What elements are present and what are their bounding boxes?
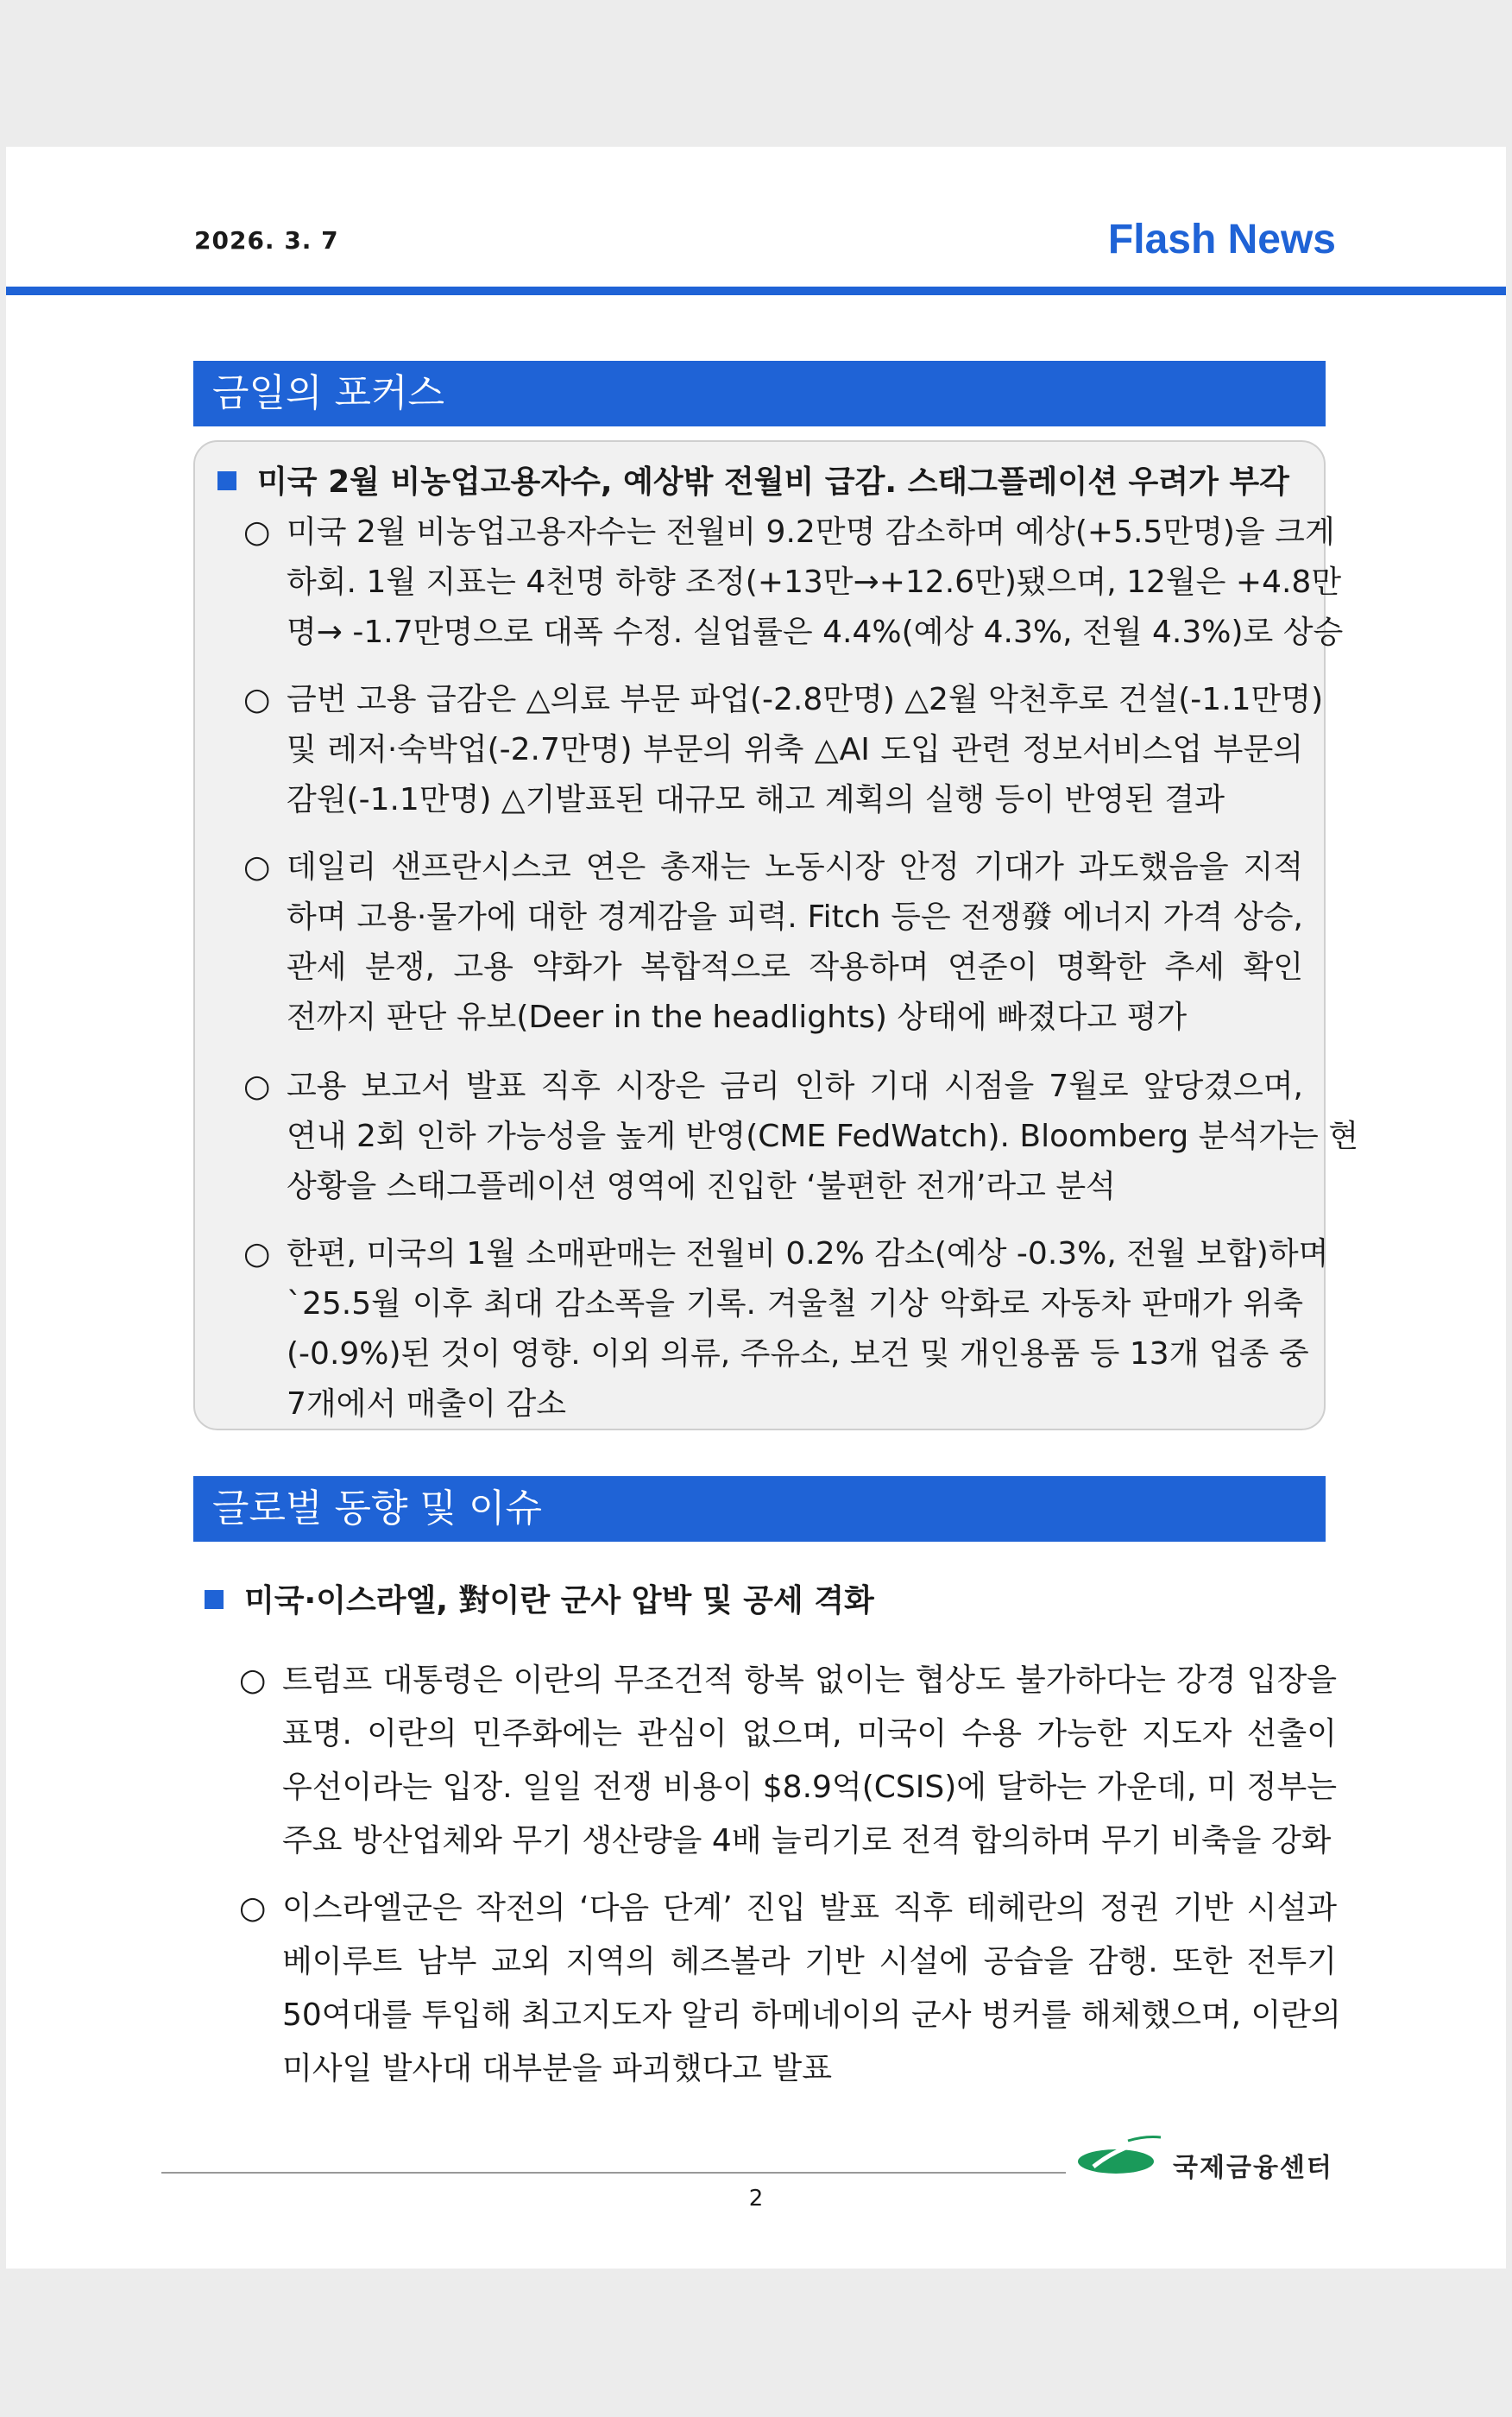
global-item-2-line: 이스라엘군은 작전의 ‘다음 단계’ 진입 발표 직후 테헤란의 정권 기반 시설과 bbox=[282, 1890, 1337, 1926]
focus-item-2-line: 감원(-1.1만명) △기발표된 대규모 해고 계획의 실행 등이 반영된 결과 bbox=[287, 782, 1225, 817]
focus-item-5-line: (-0.9%)된 것이 영향. 이외 의류, 주유소, 보건 및 개인용품 등 13개 업종 중 bbox=[287, 1336, 1309, 1372]
focus-item-3-line: 데일리 샌프란시스코 연은 총재는 노동시장 안정 기대가 과도했음을 지적 bbox=[287, 849, 1303, 885]
focus-item-3-line: 전까지 판단 유보(Deer in the headlights) 상태에 빠졌다고 평가 bbox=[287, 1000, 1188, 1035]
focus-headline-text: 미국 2월 비농업고용자수, 예상밖 전월비 급감. 스태그플레이션 우려가 부각 bbox=[257, 464, 1289, 500]
focus-box bbox=[193, 440, 1358, 1430]
circle-bullet-icon: ○ bbox=[243, 514, 271, 550]
document-page bbox=[6, 147, 1506, 2269]
global-item-1-line: 트럼프 대통령은 이란의 무조건적 항복 없이는 협상도 불가하다는 강경 입장을 bbox=[282, 1663, 1337, 1698]
circle-bullet-icon: ○ bbox=[239, 1890, 267, 1926]
header-divider bbox=[6, 287, 1506, 295]
circle-bullet-icon: ○ bbox=[243, 849, 271, 885]
focus-item-5-line: `25.5월 이후 최대 감소폭을 기록. 겨울철 기상 악화로 자동차 판매가 위축 bbox=[287, 1286, 1303, 1322]
circle-bullet-icon: ○ bbox=[243, 1236, 271, 1272]
report-title: Flash News bbox=[1107, 217, 1336, 262]
circle-bullet-icon: ○ bbox=[239, 1663, 267, 1698]
kcif-logo-icon bbox=[1076, 2134, 1162, 2177]
square-bullet-icon bbox=[205, 1590, 224, 1609]
section-title-focus: 금일의 포커스 bbox=[193, 361, 1326, 426]
focus-item-4-line: 연내 2회 인하 가능성을 높게 반영(CME FedWatch). Bloomberg 분석가는 현 bbox=[287, 1119, 1358, 1154]
global-item-1 bbox=[239, 1654, 1337, 1868]
global-item-2-line: 미사일 발사대 대부분을 파괴했다고 발표 bbox=[282, 2051, 832, 2086]
focus-item-5-line: 한편, 미국의 1월 소매판매는 전월비 0.2% 감소(예상 -0.3%, 전월 보합)하며 bbox=[287, 1236, 1329, 1272]
focus-item-4 bbox=[243, 1062, 1358, 1212]
focus-item-1-line: 명→ -1.7만명으로 대폭 수정. 실업률은 4.4%(예상 4.3%, 전월 4.3%)로 상승 bbox=[287, 615, 1344, 650]
org-name: 국제금융센터 bbox=[1173, 2153, 1333, 2183]
circle-bullet-icon: ○ bbox=[243, 682, 271, 717]
global-item-1-line: 주요 방산업체와 무기 생산량을 4배 늘리기로 전격 합의하며 무기 비축을 강화 bbox=[282, 1823, 1332, 1859]
page-number: 2 bbox=[748, 2186, 764, 2212]
global-item-1-line: 표명. 이란의 민주화에는 관심이 없으며, 미국이 수용 가능한 지도자 선출이 bbox=[282, 1716, 1337, 1751]
focus-item-4-line: 고용 보고서 발표 직후 시장은 금리 인하 기대 시점을 7월로 앞당겼으며, bbox=[287, 1069, 1303, 1104]
focus-item-1-line: 하회. 1월 지표는 4천명 하향 조정(+13만→+12.6만)됐으며, 12월은 +4.8만 bbox=[287, 565, 1342, 600]
circle-bullet-icon: ○ bbox=[243, 1069, 271, 1104]
report-date: 2026. 3. 7 bbox=[194, 226, 339, 255]
focus-item-3-line: 하며 고용·물가에 대한 경계감을 피력. Fitch 등은 전쟁發 에너지 가격 상승, bbox=[287, 899, 1303, 935]
global-item-2 bbox=[239, 1882, 1341, 2096]
focus-item-1-line: 미국 2월 비농업고용자수는 전월비 9.2만명 감소하며 예상(+5.5만명)을 크게 bbox=[287, 514, 1335, 550]
section-title-global: 글로벌 동향 및 이슈 bbox=[193, 1476, 1326, 1542]
global-item-2-line: 베이루트 남부 교외 지역의 헤즈볼라 기반 시설에 공습을 감행. 또한 전투기 bbox=[282, 1944, 1337, 1979]
focus-item-3-line: 관세 분쟁, 고용 약화가 복합적으로 작용하며 연준이 명확한 추세 확인 bbox=[287, 950, 1303, 985]
global-item-2-line: 50여대를 투입해 최고지도자 알리 하메네이의 군사 벙커를 해체했으며, 이란의 bbox=[282, 1997, 1341, 2033]
focus-item-1 bbox=[243, 508, 1344, 658]
focus-item-2-line: 금번 고용 급감은 △의료 부문 파업(-2.8만명) △2월 악천후로 건설(-1.1만명) bbox=[287, 682, 1324, 717]
focus-item-2 bbox=[243, 675, 1324, 825]
focus-headline bbox=[217, 458, 1289, 502]
global-headline-text: 미국·이스라엘, 對이란 군사 압박 및 공세 격화 bbox=[244, 1583, 874, 1619]
focus-item-4-line: 상황을 스태그플레이션 영역에 진입한 ‘불편한 전개’라고 분석 bbox=[287, 1169, 1116, 1204]
focus-item-2-line: 및 레저·숙박업(-2.7만명) 부문의 위축 △AI 도입 관련 정보서비스업 부문의 bbox=[287, 732, 1303, 767]
footer-divider bbox=[161, 2172, 1066, 2174]
square-bullet-icon bbox=[217, 471, 236, 490]
focus-item-3 bbox=[243, 842, 1303, 1043]
focus-item-5 bbox=[243, 1229, 1329, 1429]
global-headline bbox=[205, 1576, 874, 1620]
focus-item-5-line: 7개에서 매출이 감소 bbox=[287, 1386, 566, 1422]
global-item-1-line: 우선이라는 입장. 일일 전쟁 비용이 $8.9억(CSIS)에 달하는 가운데, 미 정부는 bbox=[282, 1770, 1337, 1805]
